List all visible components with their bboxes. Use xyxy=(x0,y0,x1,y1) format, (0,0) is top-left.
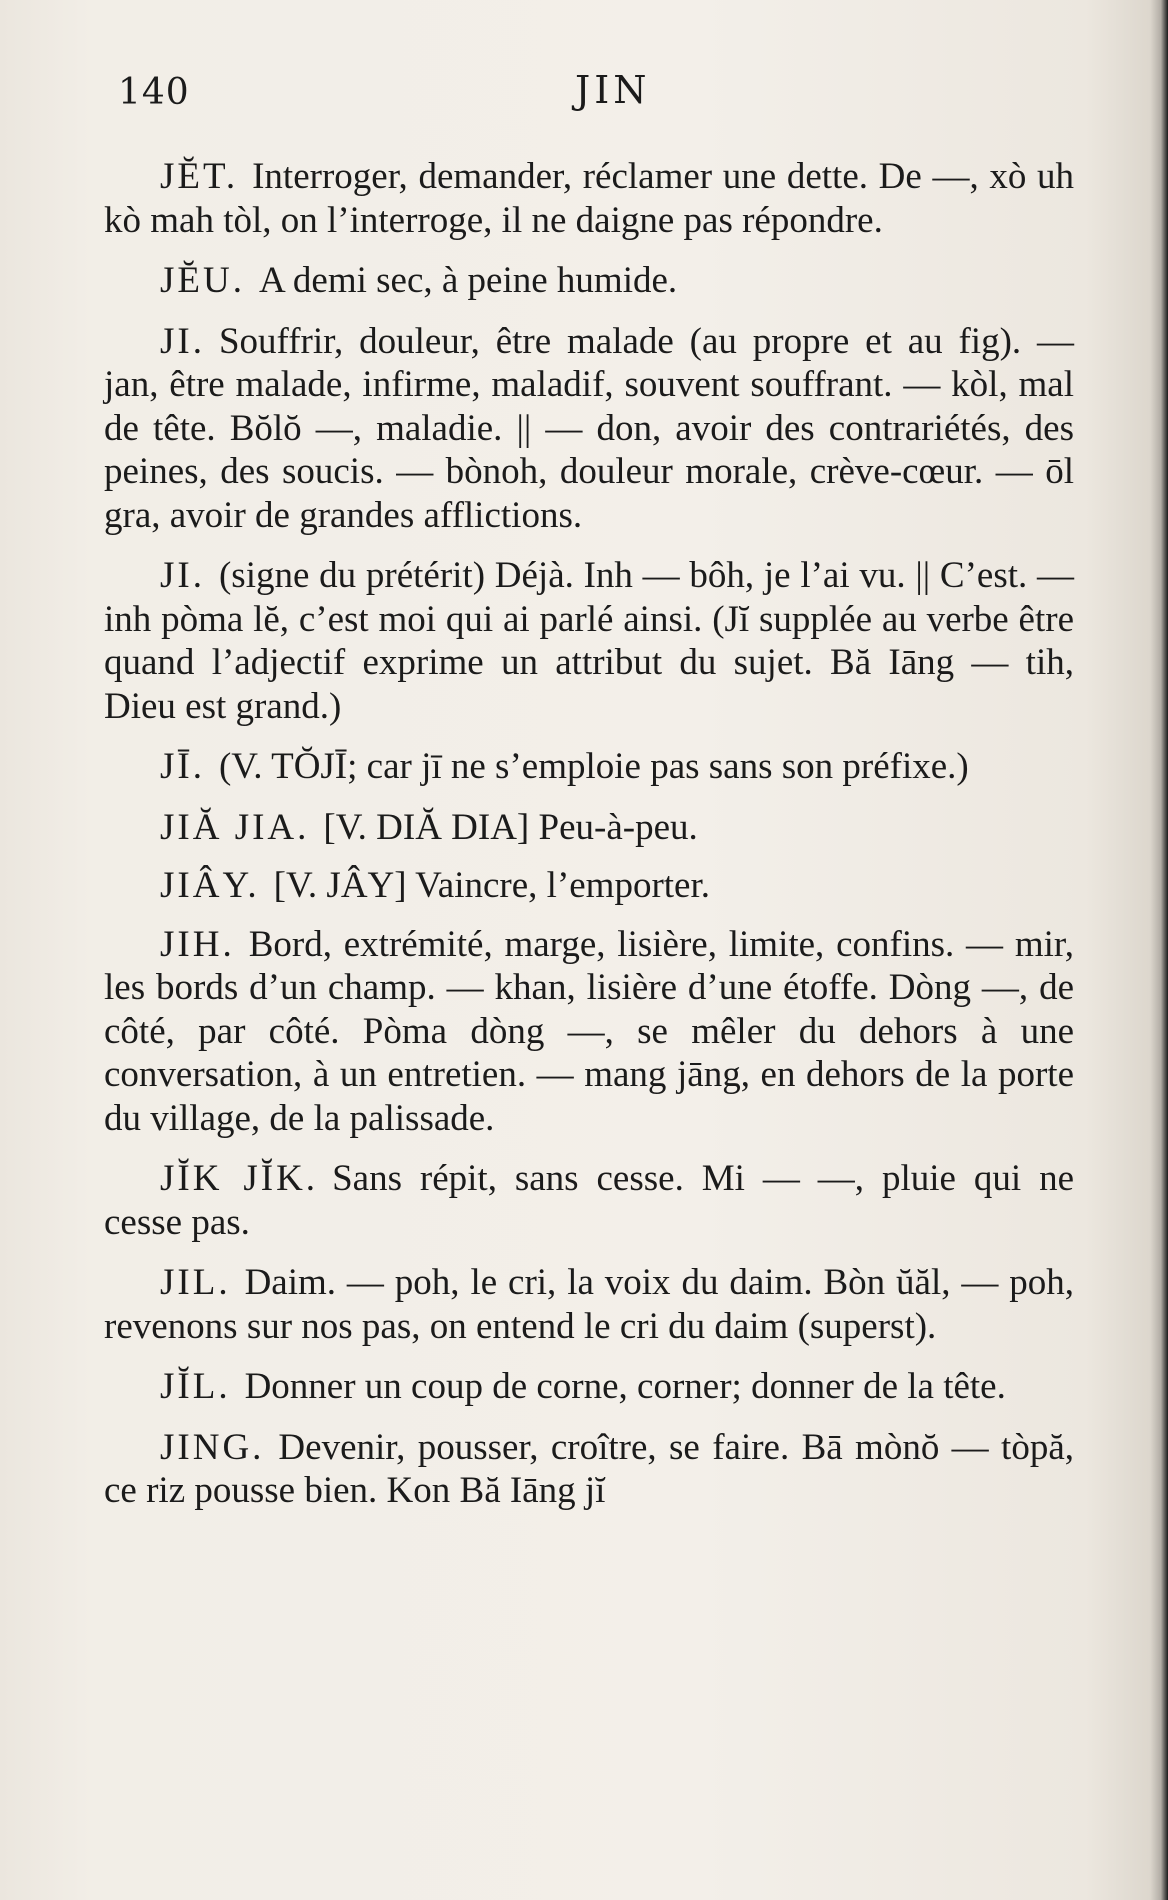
entry-definition: Daim. — poh, le cri, la voix du daim. Bòn ŭăl, — poh, revenons sur nos pas, on entend le cri du daim (superst). xyxy=(104,1262,1074,1347)
dictionary-entry xyxy=(104,259,1074,303)
dictionary-entry xyxy=(104,745,1074,789)
dictionary-entry xyxy=(104,1261,1074,1348)
entry-definition: Donner un coup de corne, corner; donner de la tête. xyxy=(244,1366,1006,1407)
dictionary-entry xyxy=(104,1157,1074,1244)
entry-definition: (signe du prétérit) Déjà. Inh — bôh, je l’ai vu. || C’est. — inh pòma lĕ, c’est moi qui ai parlé ainsi. (Jĭ supplée au verbe être quand l’adjectif exprime un attribut du sujet. Bă Iāng — tih, Dieu est grand.) xyxy=(104,555,1074,727)
page-edge-shadow xyxy=(1150,0,1168,1900)
entry-headword: JIĂ JIA. xyxy=(160,806,310,848)
dictionary-entry xyxy=(104,864,1074,908)
entry-definition: Bord, extrémité, marge, lisière, limite, confins. — mir, les bords d’un champ. — khan, lisière d’une étoffe. Dòng —, de côté, par côté. Pòma dòng —, se mêler du dehors à une conversation, à un entretien. — mang jāng, en dehors de la porte du village, de la palissade. xyxy=(104,923,1074,1139)
entry-definition: Sans répit, sans cesse. Mi — —, pluie qui ne cesse pas. xyxy=(104,1158,1074,1243)
entry-headword: JĬK JĬK. xyxy=(160,1158,319,1199)
entry-headword: JIH. xyxy=(160,923,235,965)
entry-headword: JĪ. xyxy=(160,746,205,787)
entry-definition: [V. JÂY] Vaincre, l’emporter. xyxy=(273,865,711,906)
page-number: 140 xyxy=(118,72,190,113)
running-head-word: JIN xyxy=(575,68,651,112)
entry-headword: JING. xyxy=(160,1426,265,1468)
entry-headword: JI. xyxy=(160,555,205,596)
entry-headword: JĬL. xyxy=(160,1366,231,1407)
entry-definition: [V. DIĂ DIA] Peu-à-peu. xyxy=(323,806,698,848)
dictionary-entry xyxy=(104,554,1074,728)
entry-headword: JIÂY. xyxy=(160,865,260,906)
entry-headword: JĔT. xyxy=(160,156,239,197)
dictionary-text xyxy=(104,155,1074,1530)
dictionary-entry xyxy=(104,320,1074,538)
entry-definition: A demi sec, à peine humide. xyxy=(258,260,678,301)
dictionary-entry xyxy=(104,1365,1074,1409)
entry-headword: JI. xyxy=(160,320,205,362)
entry-headword: JĔU. xyxy=(160,260,245,301)
entry-definition: Souffrir, douleur, être malade (au propre et au fig). — jan, être malade, infirme, maladif, souvent souffrant. — kòl, mal de tête. Bŏlŏ —, maladie. || — don, avoir des contrariétés, des peines, des soucis. — bònoh, douleur morale, crève-cœur. — ōl gra, avoir de grandes afflictions. xyxy=(104,320,1074,536)
entry-definition: (V. TŎJĪ; car jī ne s’emploie pas sans son préfixe.) xyxy=(218,746,969,787)
dictionary-entry xyxy=(104,923,1074,1141)
entry-headword: JIL. xyxy=(160,1262,231,1303)
running-header xyxy=(100,60,1080,120)
entry-definition: Interroger, demander, réclamer une dette. De —, xò uh kò mah tòl, on l’interroge, il ne daigne pas répondre. xyxy=(104,156,1074,241)
entry-definition: Devenir, pousser, croître, se faire. Bā mònŏ — tòpă, ce riz pousse bien. Kon Bă Iāng jĭ xyxy=(104,1426,1074,1511)
dictionary-entry xyxy=(104,806,1074,850)
dictionary-entry xyxy=(104,155,1074,242)
dictionary-entry xyxy=(104,1426,1074,1513)
